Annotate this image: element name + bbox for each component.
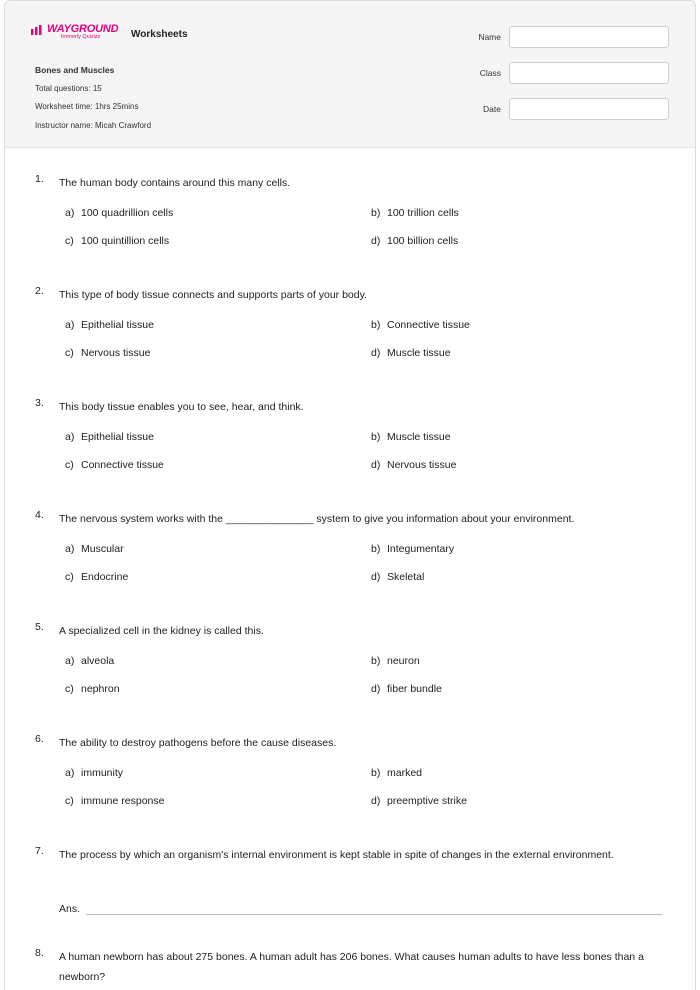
answer-line[interactable]: [59, 903, 662, 915]
date-field-group: [461, 98, 669, 120]
option-c: c) Endocrine: [65, 571, 129, 583]
date-label: Date: [483, 104, 501, 114]
option-a: a) Epithelial tissue: [65, 431, 154, 443]
question-number: 1.: [35, 173, 44, 185]
option-d: d) Skeletal: [371, 571, 425, 583]
name-field-group: [461, 26, 669, 48]
option-d: d) fiber bundle: [371, 683, 442, 695]
option-c: c) 100 quintillion cells: [65, 235, 170, 247]
total-questions: Total questions: 15: [35, 83, 102, 93]
option-c: c) Nervous tissue: [65, 347, 151, 359]
brand-formerly: formerly Quizizz: [61, 34, 101, 40]
option-a: a) immunity: [65, 767, 124, 779]
class-field-group: [461, 62, 669, 84]
question-number: 6.: [35, 733, 44, 745]
name-input[interactable]: [509, 26, 669, 48]
question-text: A human newborn has about 275 bones. A human adult has 206 bones. What causes human adults to have less bones than a newborn?: [59, 951, 644, 983]
worksheet-title: Bones and Muscles: [35, 65, 115, 75]
wayground-logo-icon: [31, 25, 45, 35]
instructor-name: Instructor name: Micah Crawford: [35, 120, 152, 130]
option-d: d) preemptive strike: [371, 795, 467, 807]
worksheet-header: [5, 1, 695, 148]
option-b: b) Connective tissue: [371, 319, 470, 331]
option-b: b) neuron: [371, 655, 420, 667]
date-input[interactable]: [509, 98, 669, 120]
question-text: A specialized cell in the kidney is called this.: [59, 625, 264, 637]
class-label: Class: [479, 68, 501, 78]
option-b: b) Muscle tissue: [371, 431, 451, 443]
question-number: 7.: [35, 845, 44, 857]
class-input[interactable]: [509, 62, 669, 84]
question-text: This body tissue enables you to see, hear, and think.: [59, 401, 304, 413]
option-b: b) 100 trillion cells: [371, 207, 459, 219]
option-d: d) 100 billion cells: [371, 235, 459, 247]
question-number: 4.: [35, 509, 44, 521]
option-a: a) 100 quadrillion cells: [65, 207, 174, 219]
option-c: c) Connective tissue: [65, 459, 164, 471]
option-a: a) Epithelial tissue: [65, 319, 154, 331]
worksheet-meta: [35, 61, 151, 135]
worksheet-time: Worksheet time: 1hrs 25mins: [35, 102, 139, 111]
option-a: a) Muscular: [65, 543, 124, 555]
section-title: Worksheets: [131, 29, 188, 40]
question-text: This type of body tissue connects and supports parts of your body.: [59, 289, 367, 301]
option-b: b) marked: [371, 767, 423, 779]
name-label: Name: [478, 32, 501, 42]
question-text: The process by which an organism's internal environment is kept stable in spite of changes in the external environment.: [59, 849, 614, 861]
option-c: c) nephron: [65, 683, 120, 695]
option-c: c) immune response: [65, 795, 165, 807]
question-number: 2.: [35, 285, 44, 297]
question-number: 3.: [35, 397, 44, 409]
question-text: The ability to destroy pathogens before the cause diseases.: [59, 737, 337, 749]
worksheet: [4, 0, 696, 990]
question-text: The human body contains around this many cells.: [59, 177, 291, 189]
option-a: a) alveola: [65, 655, 115, 667]
answer-label: Ans.: [59, 903, 81, 915]
brand-logo: [31, 23, 118, 40]
option-d: d) Nervous tissue: [371, 459, 457, 471]
option-d: d) Muscle tissue: [371, 347, 451, 359]
question-number: 8.: [35, 947, 44, 959]
question-text: The nervous system works with the _______________ system to give you information about your environment.: [59, 513, 575, 525]
option-b: b) Integumentary: [371, 543, 455, 555]
question-number: 5.: [35, 621, 44, 633]
brand-name: WAYGROUND: [47, 23, 119, 35]
answer-rule: [86, 904, 662, 915]
